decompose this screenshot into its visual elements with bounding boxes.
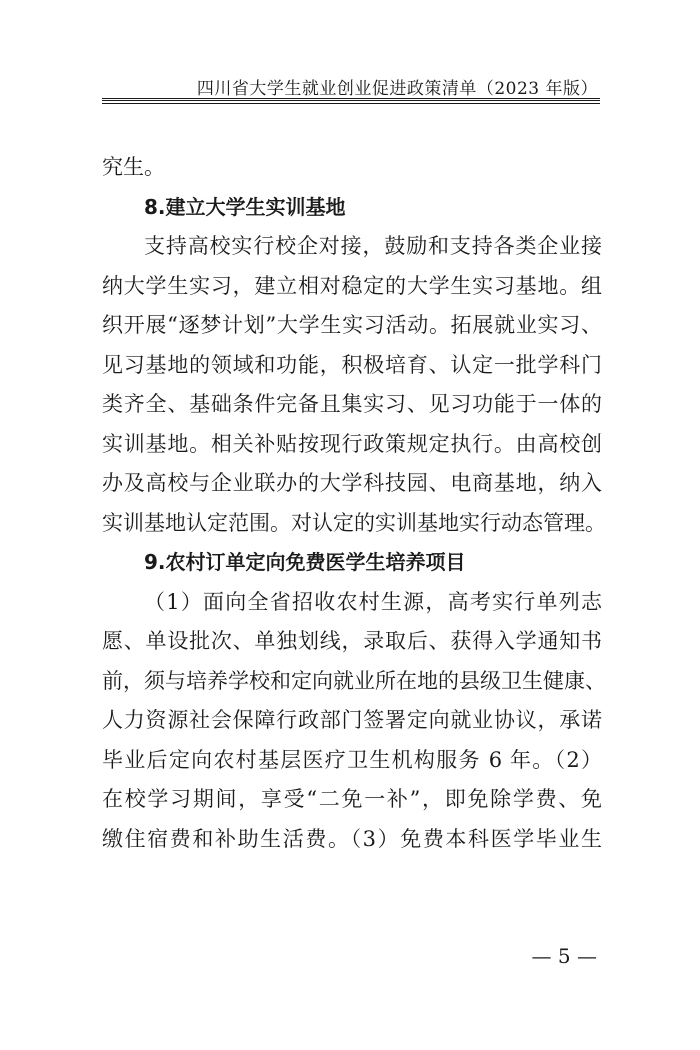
paragraph-line: 人力资源社会保障行政部门签署定向就业协议，承诺: [102, 708, 602, 732]
paragraph-line: 支持高校实行校企对接，鼓励和支持各类企业接: [144, 234, 602, 258]
paragraph-line: 见习基地的领域和功能，积极培育、认定一批学科门: [102, 352, 602, 377]
paragraph-line: 毕业后定向农村基层医疗卫生机构服务 6 年。（2）: [102, 747, 602, 772]
paragraph-line: 究生。: [102, 155, 165, 179]
running-header-title: 四川省大学生就业创业促进政策清单（2023 年版）: [196, 79, 598, 99]
paragraph-line: 愿、单设批次、单独划线，录取后、获得入学通知书: [102, 629, 602, 653]
document-body: [102, 148, 606, 859]
paragraph-line: （1）面向全省招收农村生源，高考实行单列志: [144, 589, 602, 614]
section-heading: 9.农村订单定向免费医学生培养项目: [144, 550, 466, 574]
page-number: — 5 —: [531, 944, 597, 968]
paragraph-line: 在校学习期间，享受“二免一补”，即免除学费、免: [102, 787, 602, 811]
header-divider: [102, 98, 600, 104]
section-heading: 8.建立大学生实训基地: [144, 194, 346, 219]
paragraph-line: 类齐全、基础条件完备且集实习、见习功能于一体的: [102, 392, 602, 416]
paragraph-line: 缴住宿费和补助生活费。（3）免费本科医学毕业生: [102, 826, 602, 851]
paragraph-line: 前，须与培养学校和定向就业所在地的县级卫生健康、: [102, 668, 606, 693]
paragraph-line: 实训基地。相关补贴按现行政策规定执行。由高校创: [102, 431, 602, 456]
paragraph-line: 织开展“逐梦计划”大学生实习活动。拓展就业实习、: [102, 313, 602, 337]
paragraph-line: 办及高校与企业联办的大学科技园、电商基地，纳入: [102, 471, 602, 495]
paragraph-line: 纳大学生实习，建立相对稳定的大学生实习基地。组: [102, 273, 602, 298]
paragraph-line: 实训基地认定范围。对认定的实训基地实行动态管理。: [102, 510, 606, 535]
